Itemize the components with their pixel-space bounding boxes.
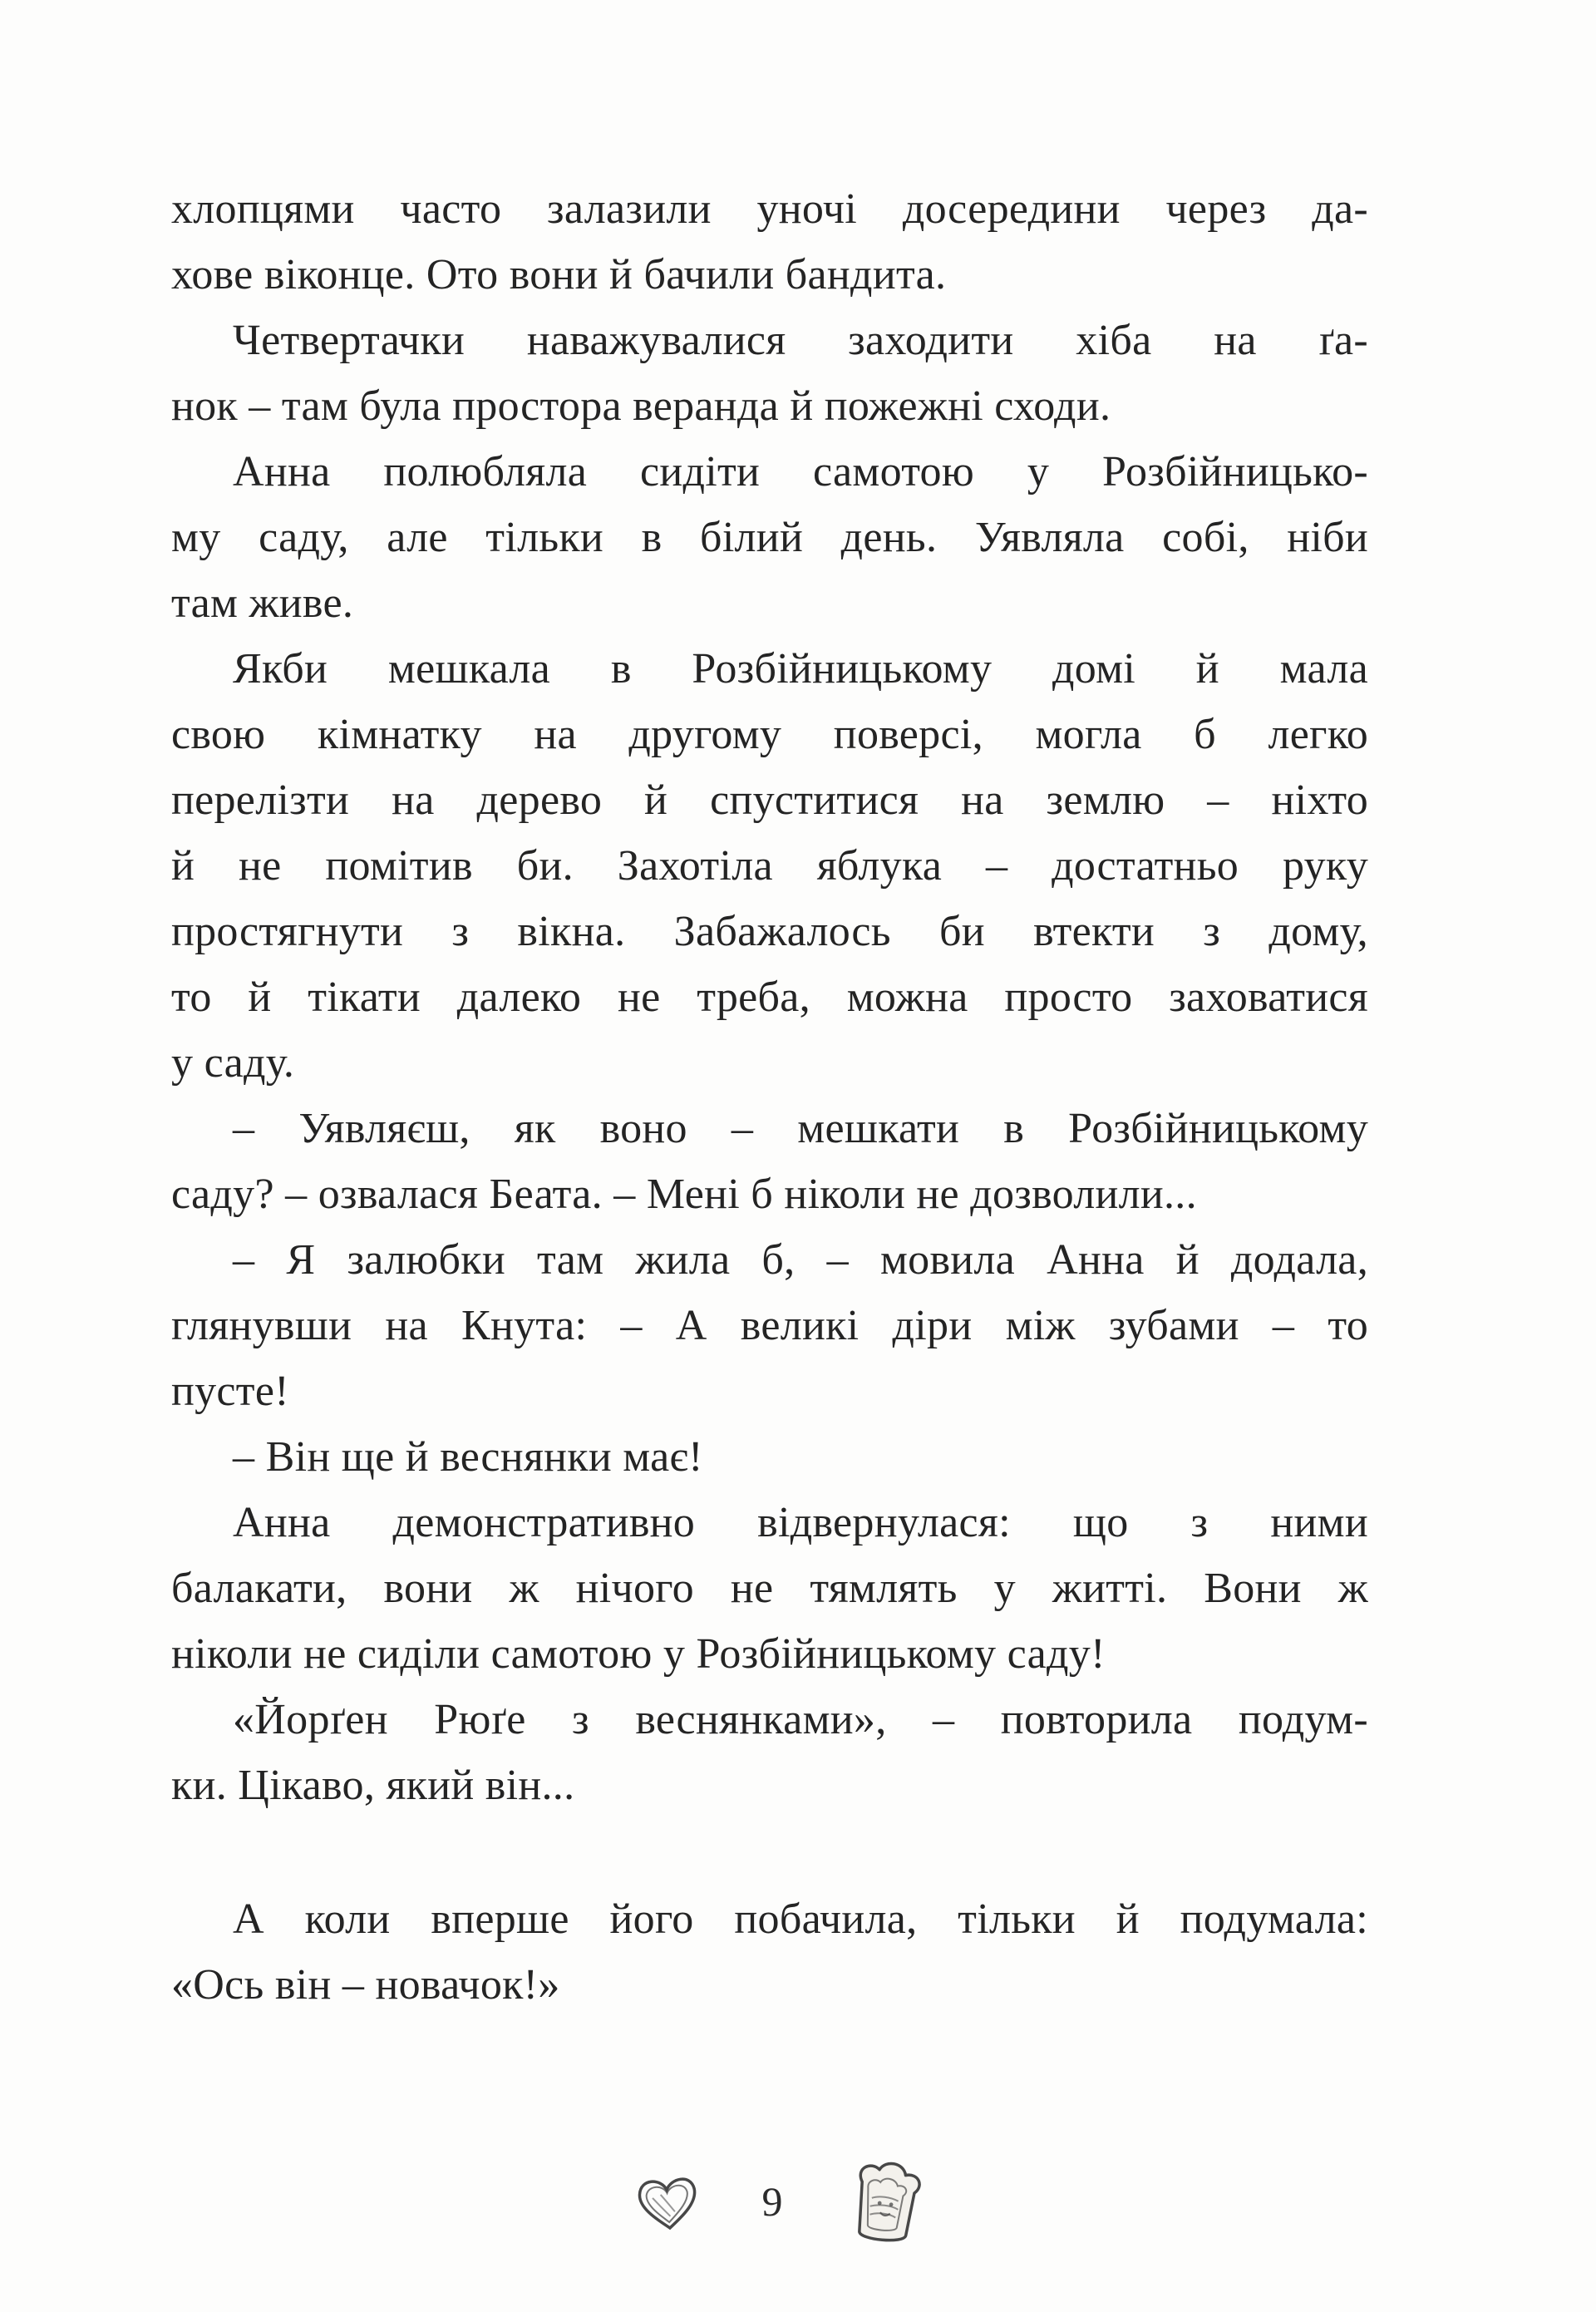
text-line: хове віконце. Ото вони й бачили бандита.: [171, 251, 947, 298]
text-line: – Я залюбки там жила б, – мовила Анна й додала,: [233, 1236, 1368, 1284]
text-line: балакати, вони ж нічого не тямлять у житті. Вони ж: [171, 1565, 1368, 1612]
paragraph: [171, 1227, 1368, 1424]
page-number: 9: [761, 2178, 783, 2225]
text-line: му саду, але тільки в білий день. Уявляла собі, ніби: [171, 514, 1368, 561]
text-line: й не помітив би. Захотіла яблука – достатньо руку: [171, 842, 1368, 890]
paragraph: [171, 308, 1368, 439]
text-block: [171, 176, 1368, 2018]
paragraph: [171, 636, 1368, 1096]
text-line: там живе.: [171, 579, 354, 627]
text-line: «Йорґен Рюґе з веснянками», – повторила подум-: [233, 1696, 1368, 1743]
paragraph: [171, 1424, 1368, 1490]
paragraph: [171, 1490, 1368, 1687]
text-line: «Ось він – новачок!»: [171, 1961, 560, 2009]
text-line: свою кімнатку на другому поверсі, могла б легко: [171, 711, 1368, 758]
text-line: хлопцями часто залазили уночі досередини через да-: [171, 185, 1368, 233]
text-line: перелізти на дерево й спуститися на землю – ніхто: [171, 776, 1368, 824]
paragraph: [171, 1886, 1368, 2018]
text-line: простягнути з вікна. Забажалось би втекти з дому,: [171, 908, 1368, 955]
text-line: саду? – озвалася Беата. – Мені б ніколи не дозволили...: [171, 1171, 1197, 1218]
text-line: – Уявляєш, як воно – мешкати в Розбійницькому: [233, 1105, 1368, 1152]
text-line: у саду.: [171, 1039, 295, 1087]
paragraph: [171, 1687, 1368, 1818]
text-line: нок – там була простора веранда й пожежні сходи.: [171, 382, 1111, 430]
heart-doodle-icon: [631, 2171, 705, 2239]
page-footer: [0, 2158, 1579, 2251]
text-line: Анна полюбляла сидіти самотою у Розбійницько-: [233, 448, 1368, 495]
text-line: А коли вперше його побачила, тільки й подумала:: [233, 1895, 1368, 1943]
paragraph: [171, 176, 1368, 308]
text-line: пусте!: [171, 1368, 289, 1415]
paragraph: [171, 439, 1368, 636]
text-line: глянувши на Кнута: – А великі діри між зубами – то: [171, 1302, 1368, 1349]
toast-doodle-icon: [837, 2153, 934, 2256]
text-line: ки. Цікаво, який він...: [171, 1762, 575, 1809]
text-line: ніколи не сиділи самотою у Розбійницькому саду!: [171, 1630, 1106, 1678]
text-line: Якби мешкала в Розбійницькому домі й мала: [233, 645, 1368, 693]
text-line: Анна демонстративно відвернулася: що з ними: [233, 1499, 1368, 1546]
text-line: Четвертачки наважувалися заходити хіба на ґа-: [233, 317, 1368, 364]
text-line: – Він ще й веснянки має!: [233, 1433, 703, 1481]
paragraph: [171, 1096, 1368, 1227]
text-line: то й тікати далеко не треба, можна просто заховатися: [171, 974, 1368, 1021]
